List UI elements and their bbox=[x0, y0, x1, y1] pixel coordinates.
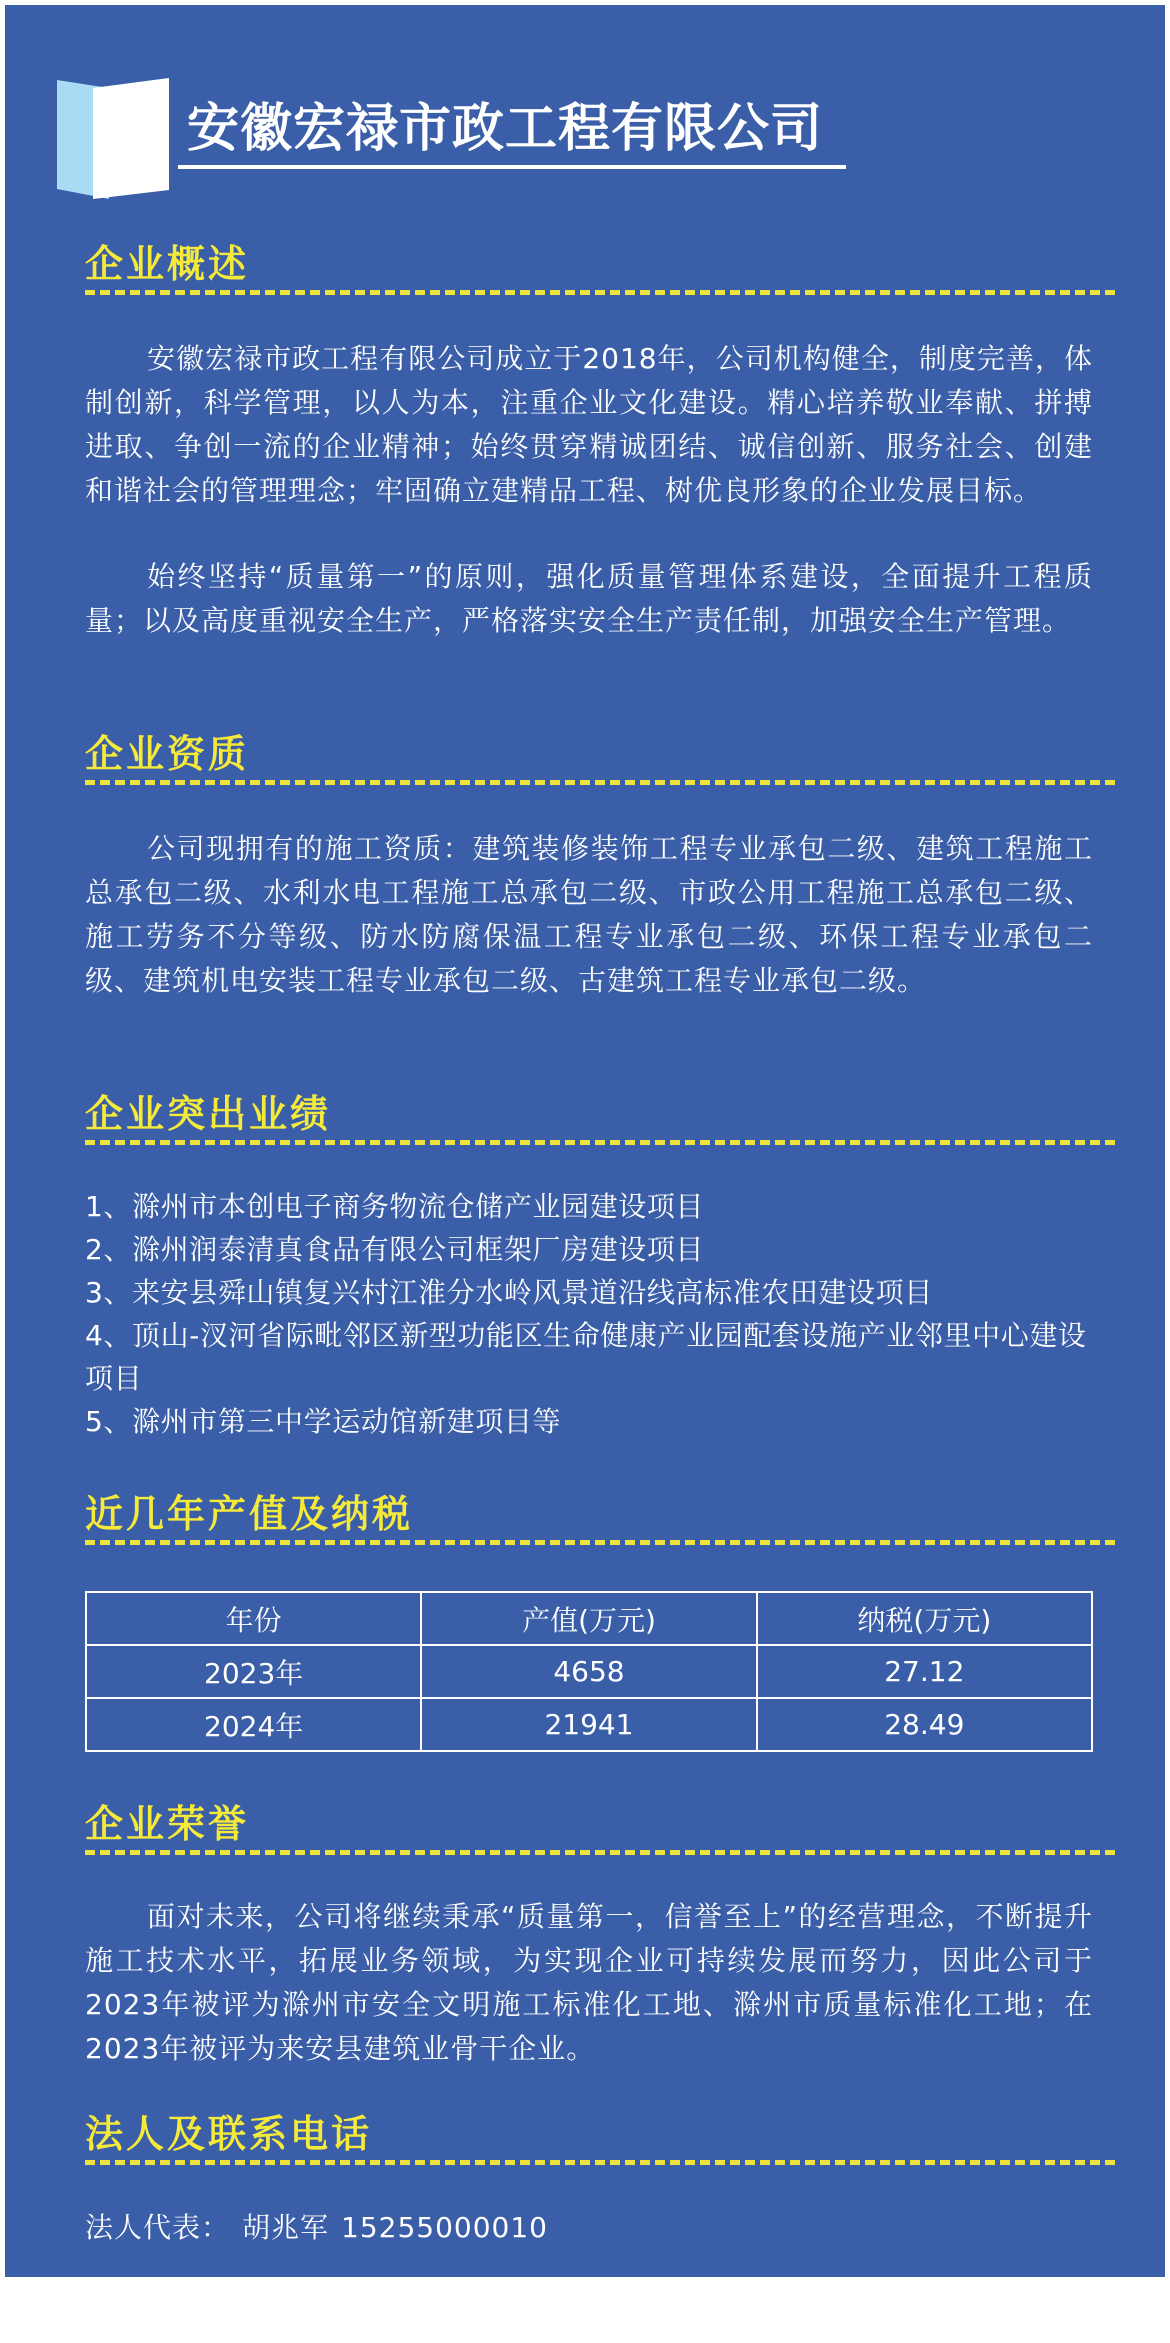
output-tax-table bbox=[85, 1591, 1093, 1752]
heading-contact: 法人及联系电话 bbox=[85, 2111, 373, 2156]
contact-line bbox=[85, 2206, 560, 2246]
table-header-row bbox=[86, 1592, 1092, 1645]
table-cell: 28.49 bbox=[757, 1698, 1092, 1751]
heading-overview: 企业概述 bbox=[85, 241, 250, 286]
table-cell: 2024年 bbox=[86, 1698, 421, 1751]
divider-output bbox=[85, 1540, 1115, 1545]
achievement-item: 3、来安县舜山镇复兴村江淮分水岭风景道沿线高标准农田建设项目 bbox=[85, 1276, 933, 1309]
divider-qualification bbox=[85, 780, 1115, 785]
title-underline bbox=[178, 165, 846, 169]
poster-panel bbox=[5, 5, 1165, 2277]
honors-paragraph: 面对未来，公司将继续秉承“质量第一，信誉至上”的经营理念，不断提升施工技术水平，拓展业务领域，为实现企业可持续发展而努力，因此公司于2023年被评为滁州市安全文明施工标准化工地、滁州市质量标准化工地；在2023年被评为来安县建筑业骨干企业。 bbox=[85, 1900, 1093, 2065]
heading-qualification: 企业资质 bbox=[85, 731, 250, 776]
achievement-item: 1、滁州市本创电子商务物流仓储产业园建设项目 bbox=[85, 1190, 705, 1223]
divider-honors bbox=[85, 1850, 1115, 1855]
divider-contact bbox=[85, 2160, 1115, 2165]
company-logo bbox=[57, 78, 169, 201]
table-row bbox=[86, 1698, 1092, 1751]
achievement-item: 4、顶山-汊河省际毗邻区新型功能区生命健康产业园配套设施产业邻里中心建设项目 bbox=[85, 1319, 1087, 1395]
divider-achievements bbox=[85, 1140, 1115, 1145]
heading-honors: 企业荣誉 bbox=[85, 1801, 250, 1846]
achievement-item: 5、滁州市第三中学运动馆新建项目等 bbox=[85, 1405, 562, 1438]
divider-overview bbox=[85, 290, 1115, 295]
table-cell: 4658 bbox=[421, 1645, 756, 1698]
table-cell: 2023年 bbox=[86, 1645, 421, 1698]
contact-phone: 15255000010 bbox=[341, 2211, 548, 2244]
achievements-list bbox=[85, 1185, 1093, 1443]
company-title: 安徽宏禄市政工程有限公司 bbox=[187, 99, 824, 159]
overview-paragraph-2: 始终坚持“质量第一”的原则，强化质量管理体系建设，全面提升工程质量；以及高度重视安全生产，严格落实安全生产责任制，加强安全生产管理。 bbox=[85, 560, 1093, 637]
table-cell: 27.12 bbox=[757, 1645, 1092, 1698]
achievement-item: 2、滁州润泰清真食品有限公司框架厂房建设项目 bbox=[85, 1233, 705, 1266]
legal-representative-name: 胡兆军 bbox=[242, 2211, 330, 2244]
contact-label: 法人代表： bbox=[85, 2211, 231, 2244]
table-header-cell: 产值(万元) bbox=[421, 1592, 756, 1645]
table-row bbox=[86, 1645, 1092, 1698]
overview-paragraph-1: 安徽宏禄市政工程有限公司成立于2018年，公司机构健全，制度完善，体制创新，科学管理，以人为本，注重企业文化建设。精心培养敬业奉献、拼搏进取、争创一流的企业精神；始终贯穿精诚团结、诚信创新、服务社会、创建和谐社会的管理理念；牢固确立建精品工程、树优良形象的企业发展目标。 bbox=[85, 342, 1093, 507]
heading-achievements: 企业突出业绩 bbox=[85, 1091, 332, 1136]
table-header-cell: 年份 bbox=[86, 1592, 421, 1645]
table-cell: 21941 bbox=[421, 1698, 756, 1751]
table-header-cell: 纳税(万元) bbox=[757, 1592, 1092, 1645]
heading-output: 近几年产值及纳税 bbox=[85, 1491, 414, 1536]
qualification-paragraph: 公司现拥有的施工资质：建筑装修装饰工程专业承包二级、建筑工程施工总承包二级、水利水电工程施工总承包二级、市政公用工程施工总承包二级、施工劳务不分等级、防水防腐保温工程专业承包二级、环保工程专业承包二级、建筑机电安装工程专业承包二级、古建筑工程专业承包二级。 bbox=[85, 832, 1093, 997]
